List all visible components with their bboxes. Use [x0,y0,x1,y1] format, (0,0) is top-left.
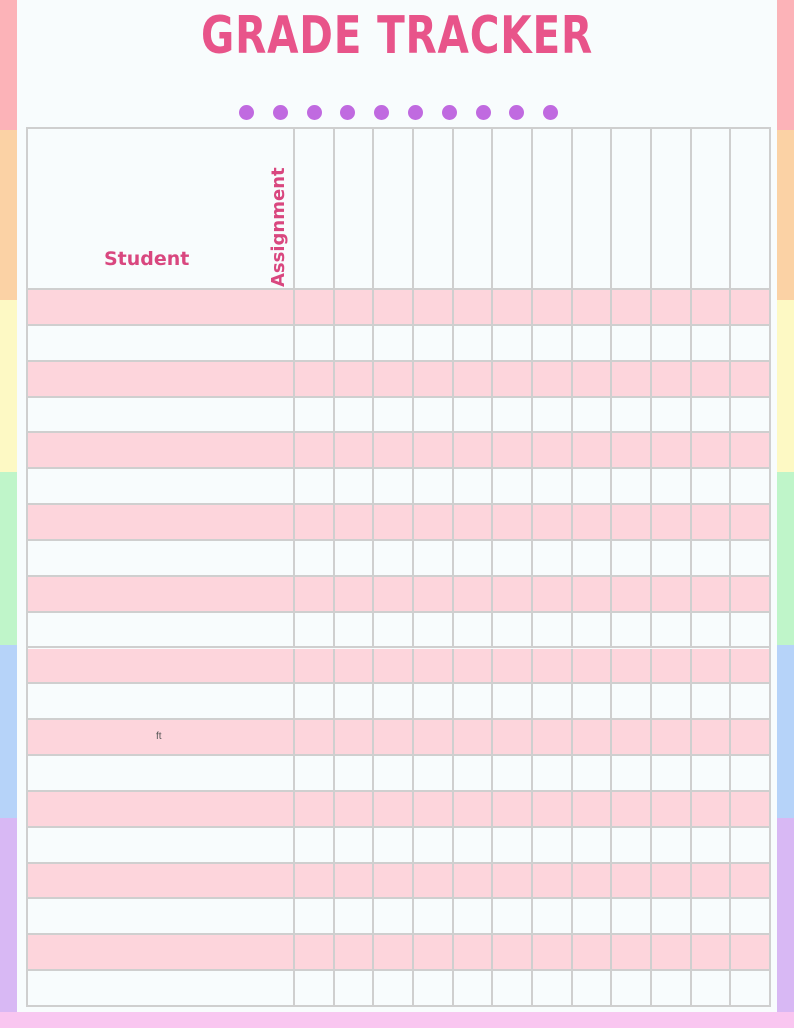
grade-cell[interactable] [731,684,771,720]
grade-cell[interactable] [414,505,454,541]
grade-cell[interactable] [533,756,573,792]
grade-cell[interactable] [573,326,613,362]
assignment-name-cell[interactable] [612,127,652,290]
grade-cell[interactable] [414,541,454,577]
grade-cell[interactable] [493,756,533,792]
grade-cell[interactable] [731,577,771,613]
grade-cell[interactable] [652,684,692,720]
grade-cell[interactable] [493,792,533,828]
grade-cell[interactable] [612,792,652,828]
student-name-cell[interactable] [26,899,295,935]
grade-cell[interactable] [652,971,692,1007]
grade-cell[interactable] [573,433,613,469]
grade-cell[interactable] [335,541,375,577]
dot [476,105,491,120]
grade-cell[interactable] [692,326,732,362]
grade-cell[interactable] [454,326,494,362]
grade-cell[interactable] [573,828,613,864]
grade-cell[interactable] [533,398,573,434]
grade-cell[interactable] [652,505,692,541]
grade-cell[interactable] [374,326,414,362]
grade-cell[interactable] [374,649,414,685]
assignment-column-header: Assignment [268,167,289,287]
grade-cell[interactable] [414,433,454,469]
grade-cell[interactable] [454,828,494,864]
grade-cell[interactable] [454,649,494,685]
grade-cell[interactable] [414,290,454,326]
student-name-cell[interactable] [26,326,295,362]
grade-cell[interactable] [573,362,613,398]
grade-cell[interactable] [612,828,652,864]
grade-cell[interactable] [612,756,652,792]
grade-cell[interactable] [533,864,573,900]
grade-cell[interactable] [652,792,692,828]
grade-cell[interactable] [454,899,494,935]
grade-cell[interactable] [652,469,692,505]
grade-cell[interactable] [612,469,652,505]
grade-cell[interactable] [692,971,732,1007]
grade-cell[interactable] [493,362,533,398]
grade-cell[interactable] [335,398,375,434]
grade-cell[interactable] [295,792,335,828]
grade-cell[interactable] [731,541,771,577]
grade-cell[interactable] [374,935,414,971]
grade-cell[interactable] [652,756,692,792]
grade-cell[interactable] [414,792,454,828]
grade-cell[interactable] [374,398,414,434]
grade-cell[interactable] [573,469,613,505]
grade-cell[interactable] [533,935,573,971]
assignment-name-cell[interactable] [295,127,335,290]
grade-cell[interactable] [573,720,613,756]
grade-cell[interactable] [493,649,533,685]
grade-cell[interactable] [612,649,652,685]
grade-cell[interactable] [335,469,375,505]
grade-cell[interactable] [692,398,732,434]
grade-cell[interactable] [533,899,573,935]
grade-cell[interactable] [731,433,771,469]
grade-cell[interactable] [731,971,771,1007]
grade-cell[interactable] [652,935,692,971]
grade-cell[interactable] [335,792,375,828]
grade-cell[interactable] [454,577,494,613]
grade-cell[interactable] [731,756,771,792]
grade-cell[interactable] [335,756,375,792]
grade-cell[interactable] [731,935,771,971]
grade-cell[interactable] [374,613,414,649]
grade-cell[interactable] [612,577,652,613]
grade-cell[interactable] [573,684,613,720]
assignment-name-cell[interactable] [533,127,573,290]
grade-cell[interactable] [731,792,771,828]
student-name-cell[interactable] [26,613,295,649]
grade-cell[interactable] [652,828,692,864]
grade-cell[interactable] [573,864,613,900]
grade-cell[interactable] [335,326,375,362]
student-column-header: Student [104,248,190,270]
grade-cell[interactable] [533,505,573,541]
grade-cell[interactable] [374,362,414,398]
grade-cell[interactable] [652,720,692,756]
grade-cell[interactable] [374,971,414,1007]
grade-cell[interactable] [454,756,494,792]
grade-cell[interactable] [652,864,692,900]
grade-cell[interactable] [731,720,771,756]
grade-cell[interactable] [652,541,692,577]
grade-cell[interactable] [414,577,454,613]
grade-cell[interactable] [374,541,414,577]
grade-cell[interactable] [335,433,375,469]
grade-cell[interactable] [692,899,732,935]
grade-cell[interactable] [414,469,454,505]
assignment-name-cell[interactable] [414,127,454,290]
grade-cell[interactable] [533,613,573,649]
grade-cell[interactable] [612,541,652,577]
grade-cell[interactable] [493,433,533,469]
student-name-cell[interactable] [26,935,295,971]
grade-cell[interactable] [573,756,613,792]
grade-cell[interactable] [612,362,652,398]
grade-cell[interactable] [414,864,454,900]
grade-cell[interactable] [454,684,494,720]
grade-cell[interactable] [612,864,652,900]
grade-cell[interactable] [652,899,692,935]
grade-cell[interactable] [335,505,375,541]
grade-cell[interactable] [612,398,652,434]
grade-cell[interactable] [295,649,335,685]
grade-cell[interactable] [493,971,533,1007]
grade-cell[interactable] [692,649,732,685]
assignment-name-cell[interactable] [493,127,533,290]
student-name-cell[interactable] [26,398,295,434]
assignment-name-cell[interactable] [454,127,494,290]
assignment-name-cell[interactable] [335,127,375,290]
grade-cell[interactable] [612,971,652,1007]
dot [543,105,558,120]
grade-cell[interactable] [374,577,414,613]
dot [340,105,355,120]
grade-cell[interactable] [652,326,692,362]
assignment-name-cell[interactable] [573,127,613,290]
grade-cell[interactable] [493,326,533,362]
student-name-cell[interactable] [26,828,295,864]
grade-cell[interactable] [374,864,414,900]
grade-cell[interactable] [414,398,454,434]
grade-cell[interactable] [295,326,335,362]
grade-cell[interactable] [573,541,613,577]
grade-cell[interactable] [652,613,692,649]
grade-cell[interactable] [692,290,732,326]
grade-cell[interactable] [414,684,454,720]
grade-cell[interactable] [692,720,732,756]
grade-cell[interactable] [573,792,613,828]
page-title: GRADE TRACKER [201,6,593,66]
grade-cell[interactable] [295,433,335,469]
grade-cell[interactable] [652,290,692,326]
decorative-dots [0,105,794,121]
grade-cell[interactable] [493,469,533,505]
grade-cell[interactable] [692,613,732,649]
grade-cell[interactable] [295,935,335,971]
grade-cell[interactable] [731,649,771,685]
grade-cell[interactable] [692,684,732,720]
grade-cell[interactable] [612,899,652,935]
grade-cell[interactable] [454,792,494,828]
grade-cell[interactable] [335,899,375,935]
grade-cell[interactable] [692,935,732,971]
grade-cell[interactable] [414,326,454,362]
grade-cell[interactable] [533,541,573,577]
grade-cell[interactable] [374,433,414,469]
grade-cell[interactable] [414,649,454,685]
grade-cell[interactable] [652,398,692,434]
grade-cell[interactable] [335,290,375,326]
grade-cell[interactable] [335,577,375,613]
grade-cell[interactable] [414,899,454,935]
student-name-cell[interactable] [26,649,295,685]
grade-cell[interactable] [533,362,573,398]
grade-cell[interactable] [295,828,335,864]
grade-cell[interactable] [493,828,533,864]
grade-cell[interactable] [731,613,771,649]
grade-cell[interactable] [731,899,771,935]
assignment-name-cell[interactable] [652,127,692,290]
grade-cell[interactable] [335,649,375,685]
grade-cell[interactable] [414,828,454,864]
grade-cell[interactable] [493,935,533,971]
grade-cell[interactable] [295,864,335,900]
grade-cell[interactable] [533,684,573,720]
grade-cell[interactable] [374,469,414,505]
student-name-cell[interactable] [26,684,295,720]
grade-cell[interactable] [335,971,375,1007]
grade-cell[interactable] [573,577,613,613]
grade-cell[interactable] [612,720,652,756]
student-name-cell[interactable] [26,971,295,1007]
grade-cell[interactable] [533,720,573,756]
grade-cell[interactable] [692,505,732,541]
grade-cell[interactable] [374,899,414,935]
grade-cell[interactable] [335,362,375,398]
grade-cell[interactable] [295,290,335,326]
grade-cell[interactable] [295,362,335,398]
grade-cell[interactable] [731,398,771,434]
grade-cell[interactable] [295,720,335,756]
grade-cell[interactable] [454,433,494,469]
grade-cell[interactable] [731,326,771,362]
grade-cell[interactable] [454,505,494,541]
grade-cell[interactable] [573,899,613,935]
grade-cell[interactable] [533,469,573,505]
grade-cell[interactable] [692,828,732,864]
grade-cell[interactable] [374,756,414,792]
grade-cell[interactable] [612,684,652,720]
student-name-cell[interactable] [26,792,295,828]
grade-cell[interactable] [533,828,573,864]
grade-cell[interactable] [374,290,414,326]
grade-cell[interactable] [731,864,771,900]
stray-mark: ft [156,731,162,742]
grade-cell[interactable] [692,577,732,613]
grade-cell[interactable] [573,505,613,541]
grade-cell[interactable] [612,326,652,362]
grade-cell[interactable] [454,398,494,434]
grade-cell[interactable] [374,684,414,720]
grade-cell[interactable] [493,577,533,613]
grade-cell[interactable] [295,684,335,720]
grade-cell[interactable] [533,290,573,326]
grade-cell[interactable] [335,684,375,720]
grade-cell[interactable] [454,864,494,900]
student-name-cell[interactable] [26,541,295,577]
grade-cell[interactable] [335,864,375,900]
grade-cell[interactable] [374,505,414,541]
grade-cell[interactable] [573,935,613,971]
dot [374,105,389,120]
grade-cell[interactable] [573,649,613,685]
grade-cell[interactable] [414,756,454,792]
grade-cell[interactable] [692,433,732,469]
grade-cell[interactable] [731,290,771,326]
grade-cell[interactable] [573,613,613,649]
student-name-cell[interactable] [26,864,295,900]
grade-cell[interactable] [612,935,652,971]
student-name-cell[interactable] [26,469,295,505]
grade-cell[interactable] [612,290,652,326]
grade-cell[interactable] [533,326,573,362]
grade-cell[interactable] [692,864,732,900]
grade-cell[interactable] [454,362,494,398]
grade-cell[interactable] [612,433,652,469]
grade-cell[interactable] [493,864,533,900]
grade-cell[interactable] [335,613,375,649]
rainbow-band [0,1012,794,1028]
grade-cell[interactable] [533,971,573,1007]
grade-cell[interactable] [295,541,335,577]
grade-cell[interactable] [612,613,652,649]
student-name-cell[interactable] [26,290,295,326]
grade-cell[interactable] [295,756,335,792]
grade-cell[interactable] [454,971,494,1007]
grade-cell[interactable] [295,577,335,613]
grade-cell[interactable] [612,505,652,541]
grade-cell[interactable] [533,433,573,469]
grade-cell[interactable] [335,720,375,756]
grade-cell[interactable] [692,792,732,828]
assignment-name-cell[interactable] [692,127,732,290]
student-name-cell[interactable] [26,505,295,541]
grade-cell[interactable] [295,398,335,434]
grade-cell[interactable] [295,971,335,1007]
grade-cell[interactable] [374,720,414,756]
assignment-name-cell[interactable] [374,127,414,290]
grade-cell[interactable] [652,649,692,685]
grade-cell[interactable] [454,469,494,505]
grade-cell[interactable] [374,792,414,828]
grade-cell[interactable] [493,541,533,577]
grade-cell[interactable] [692,362,732,398]
grade-cell[interactable] [573,971,613,1007]
grade-cell[interactable] [295,899,335,935]
grade-cell[interactable] [454,935,494,971]
dot [307,105,322,120]
grade-cell[interactable] [295,613,335,649]
grade-cell[interactable] [692,469,732,505]
student-name-cell[interactable] [26,577,295,613]
grade-cell[interactable] [493,899,533,935]
dot [239,105,254,120]
grade-cell[interactable] [414,720,454,756]
dot [442,105,457,120]
grade-cell[interactable] [335,935,375,971]
dot [509,105,524,120]
student-name-cell[interactable] [26,756,295,792]
grade-cell[interactable] [533,792,573,828]
grade-cell[interactable] [731,828,771,864]
grade-cell[interactable] [533,649,573,685]
grade-cell[interactable] [731,362,771,398]
grade-cell[interactable] [414,971,454,1007]
grade-cell[interactable] [295,469,335,505]
grade-cell[interactable] [454,720,494,756]
grade-cell[interactable] [493,720,533,756]
grade-cell[interactable] [493,398,533,434]
dot [408,105,423,120]
grade-cell[interactable] [454,541,494,577]
grade-cell[interactable] [414,613,454,649]
grade-cell[interactable] [414,935,454,971]
grade-cell[interactable] [573,398,613,434]
grade-cell[interactable] [493,505,533,541]
grade-cell[interactable] [295,505,335,541]
grade-cell[interactable] [454,613,494,649]
grade-cell[interactable] [374,828,414,864]
student-name-cell[interactable] [26,433,295,469]
grade-cell[interactable] [731,469,771,505]
grade-cell[interactable] [493,290,533,326]
grade-cell[interactable] [533,577,573,613]
grade-cell[interactable] [493,684,533,720]
grade-cell[interactable] [652,577,692,613]
grade-cell[interactable] [493,613,533,649]
grade-cell[interactable] [414,362,454,398]
grade-cell[interactable] [652,362,692,398]
dot [273,105,288,120]
grade-cell[interactable] [692,541,732,577]
grade-cell[interactable] [573,290,613,326]
grade-cell[interactable] [335,828,375,864]
grade-cell[interactable] [692,756,732,792]
grade-cell[interactable] [731,505,771,541]
grade-cell[interactable] [454,290,494,326]
assignment-name-cell[interactable] [731,127,771,290]
grade-cell[interactable] [652,433,692,469]
student-name-cell[interactable] [26,362,295,398]
